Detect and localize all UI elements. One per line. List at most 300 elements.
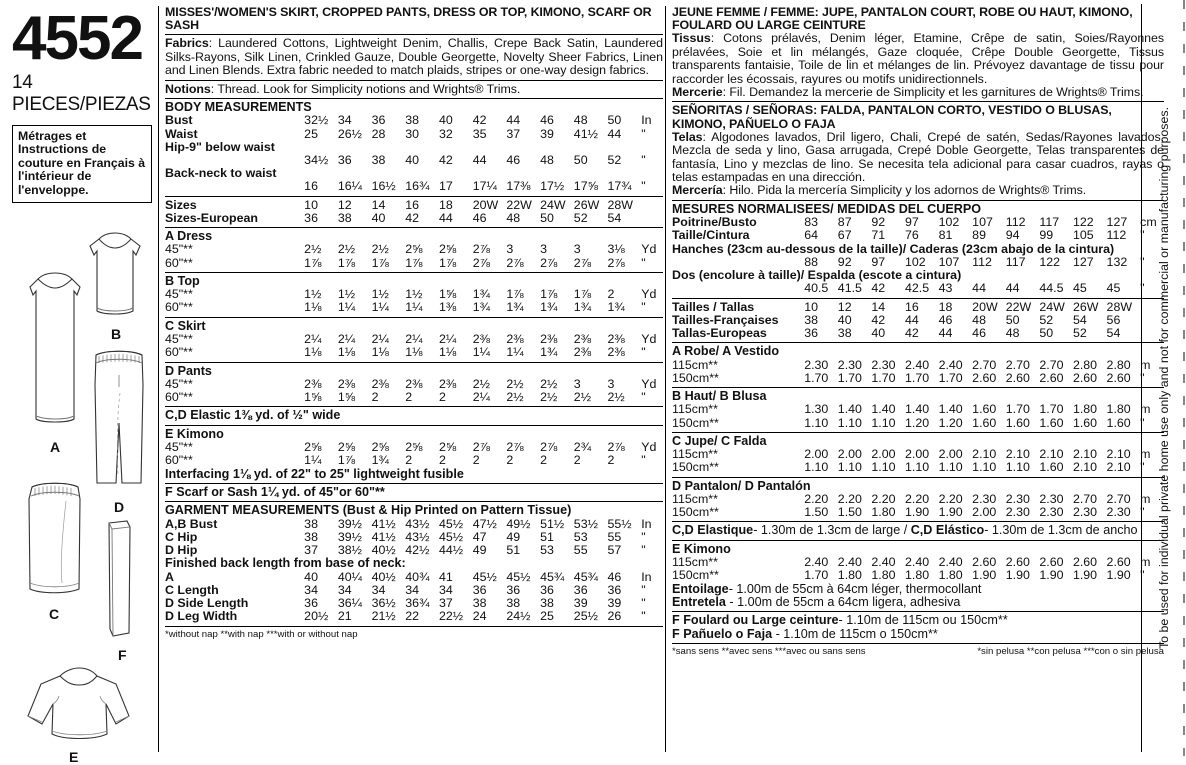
unit-label: " bbox=[1140, 228, 1145, 243]
cell-value: 1.70 bbox=[904, 370, 930, 385]
finished-back-title: Finished back length from base of neck: bbox=[165, 556, 406, 571]
cell-value: 1.40 bbox=[837, 402, 862, 417]
cell-value: 1.80 bbox=[1072, 402, 1098, 417]
cell-value: 45½ bbox=[438, 516, 464, 531]
cell-value: 1.90 bbox=[1005, 568, 1030, 583]
cell-value: 41 bbox=[438, 569, 453, 584]
cell-value: 2 bbox=[472, 453, 480, 468]
cell-value: 1⅞ bbox=[540, 287, 558, 302]
cell-value: 122 bbox=[1072, 215, 1094, 230]
row-label: 60"** bbox=[165, 453, 193, 468]
cell-value: 24 bbox=[472, 609, 487, 624]
unit-label: " bbox=[641, 126, 646, 141]
cell-value: 2.30 bbox=[1106, 505, 1131, 520]
foulard-text: - 1.10m de 115cm ou 150cm** bbox=[838, 613, 1008, 628]
cell-value: 36 bbox=[804, 325, 818, 340]
cell-value: 38 bbox=[337, 210, 352, 225]
cell-value: 1.50 bbox=[837, 505, 862, 520]
cell-value: 44.5 bbox=[1039, 281, 1064, 296]
spanish-notions-text: : Hilo. Pida la mercería Simplicity y los adornos de Wrights® Trims. bbox=[722, 183, 1087, 198]
cell-value: 43½ bbox=[405, 529, 430, 544]
cell-value: 47 bbox=[472, 529, 487, 544]
unit-label: " bbox=[1140, 281, 1145, 296]
row-label bbox=[672, 282, 804, 295]
cell-value: 2.60 bbox=[1039, 370, 1064, 385]
cell-value: 2.00 bbox=[938, 447, 963, 462]
metric-body-title: MESURES NORMALISEES/ MEDIDAS DEL CUERPO bbox=[672, 201, 982, 216]
cell-value: 16 bbox=[904, 299, 919, 314]
cell-value: 34 bbox=[337, 582, 352, 597]
cell-value: 45 bbox=[1106, 281, 1121, 296]
cell-value: 1.80 bbox=[938, 568, 963, 583]
cell-value: 2⅜ bbox=[607, 345, 625, 360]
unit-label: " bbox=[641, 609, 646, 624]
row-label: 115cm** bbox=[672, 402, 718, 417]
cell-value: 2.40 bbox=[904, 555, 930, 570]
cell-value: 94 bbox=[1005, 228, 1020, 243]
cell-value: 2 bbox=[438, 390, 446, 405]
row-label: Dos (encolure à taille)/ Espalda (escote a cintura) bbox=[672, 268, 962, 283]
cell-value: 1.10 bbox=[904, 460, 930, 475]
cell-value: 54 bbox=[1106, 325, 1121, 340]
unit-label: Yd bbox=[641, 376, 657, 391]
cell-value: 40.5 bbox=[804, 281, 829, 296]
cell-value: 50 bbox=[607, 113, 622, 128]
cell-value: 1⅞ bbox=[438, 255, 457, 270]
panuelo-text: - 1.10m de 115cm o 150cm** bbox=[772, 626, 938, 641]
cell-value: 1.10 bbox=[972, 460, 997, 475]
cell-value: 34 bbox=[405, 582, 420, 597]
cell-value: 17¾ bbox=[607, 179, 632, 194]
cell-value: 36 bbox=[573, 582, 588, 597]
cell-value: 12 bbox=[337, 197, 352, 212]
cell-value: 2.10 bbox=[1106, 447, 1131, 462]
cell-value: 3 bbox=[506, 242, 514, 257]
table-row bbox=[672, 403, 1164, 416]
cell-value: 88 bbox=[804, 254, 818, 269]
row-label: Waist bbox=[165, 126, 198, 141]
divider bbox=[165, 406, 663, 407]
unit-label: " bbox=[641, 453, 646, 468]
cell-value: 42 bbox=[871, 281, 886, 296]
cell-value: 1.10 bbox=[871, 460, 896, 475]
cell-value: 2 bbox=[573, 453, 581, 468]
cell-value: 38 bbox=[472, 596, 487, 611]
yardage-table bbox=[672, 359, 1164, 385]
cell-value: 2⅞ bbox=[607, 255, 625, 270]
cell-value: 1.10 bbox=[804, 415, 829, 430]
cell-value: 87 bbox=[837, 215, 852, 230]
table-row bbox=[672, 417, 1164, 430]
unit-label: " bbox=[641, 179, 646, 194]
cell-value: 2.30 bbox=[972, 491, 997, 506]
cell-value: 48 bbox=[1005, 325, 1020, 340]
cell-value: 2.80 bbox=[1072, 357, 1098, 372]
cell-value: 1⅞ bbox=[304, 255, 322, 270]
elastic-es-text: - 1.30m de 1.3cm de ancho bbox=[984, 523, 1138, 538]
notions-text: : Thread. Look for Simplicity notions and Wrights® Trims. bbox=[210, 81, 521, 96]
cell-value: 17 bbox=[438, 179, 453, 194]
divider bbox=[672, 200, 1164, 201]
cell-value: 1.10 bbox=[938, 460, 963, 475]
cell-value: 2⅜ bbox=[304, 376, 322, 391]
cell-value: 2½ bbox=[573, 390, 592, 405]
row-label: D Leg Width bbox=[165, 609, 238, 624]
cell-value: 40 bbox=[304, 569, 318, 584]
cell-value: 37 bbox=[304, 543, 318, 558]
table-row bbox=[672, 229, 1164, 242]
cell-value: 2.60 bbox=[1005, 555, 1030, 570]
cell-value: 2.60 bbox=[1072, 370, 1098, 385]
cell-value: 28W bbox=[607, 197, 633, 212]
cell-value: 102 bbox=[938, 215, 960, 230]
yardage-table bbox=[165, 243, 663, 269]
panuelo-label: F Pañuelo o Faja bbox=[672, 626, 773, 641]
row-label: Sizes-European bbox=[165, 210, 258, 225]
unit-label: " bbox=[641, 543, 646, 558]
cell-value: 1¼ bbox=[304, 453, 322, 468]
entoilage-text: - 1.00m de 55cm à 64cm léger, thermocollant bbox=[728, 581, 982, 596]
english-column bbox=[165, 6, 663, 752]
cell-value: 44 bbox=[438, 210, 453, 225]
cell-value: 12 bbox=[837, 299, 852, 314]
cell-value: 2⅜ bbox=[472, 332, 490, 347]
unit-label: " bbox=[1140, 505, 1145, 520]
unit-label: " bbox=[1140, 460, 1145, 475]
yardage-title: D Pantalon/ D Pantalón bbox=[672, 478, 811, 493]
spanish-fabrics-paragraph bbox=[672, 131, 1164, 185]
cell-value: 2.60 bbox=[972, 555, 997, 570]
table-row bbox=[165, 212, 663, 225]
unit-label: " bbox=[641, 390, 646, 405]
metric-kimono-title: E Kimono bbox=[672, 541, 731, 556]
fabrics-paragraph bbox=[165, 37, 663, 77]
unit-label: " bbox=[641, 529, 646, 544]
metric-elastic-line bbox=[672, 524, 1164, 537]
cell-value: 1.20 bbox=[904, 415, 930, 430]
english-title: MISSES'/WOMEN'S SKIRT, CROPPED PANTS, DRESS OR TOP, KIMONO, SCARF OR SASH bbox=[165, 5, 652, 33]
row-label: 60"** bbox=[165, 390, 193, 405]
divider bbox=[165, 196, 663, 197]
cell-value: 1⅛ bbox=[371, 345, 389, 360]
cell-value: 2.10 bbox=[1072, 460, 1098, 475]
cell-value: 50 bbox=[1039, 325, 1054, 340]
cell-value: 2.40 bbox=[871, 555, 896, 570]
body-measurements-table bbox=[165, 114, 663, 193]
yardage-title: B Top bbox=[165, 273, 200, 288]
cell-value: 2⅜ bbox=[506, 332, 524, 347]
divider bbox=[165, 34, 663, 35]
pattern-number: 4552 bbox=[12, 4, 142, 73]
unit-label: " bbox=[641, 255, 646, 270]
cell-value: 17⅝ bbox=[573, 179, 598, 194]
cell-value: 2 bbox=[405, 453, 413, 468]
table-row bbox=[672, 243, 1164, 256]
cell-value: 42 bbox=[904, 325, 919, 340]
row-label: Tailles-Françaises bbox=[672, 312, 779, 327]
french-notions-paragraph bbox=[672, 86, 1164, 99]
cell-value: 1¾ bbox=[573, 300, 592, 315]
spanish-fabrics-label: Telas bbox=[672, 129, 703, 144]
garment-illustrations bbox=[10, 209, 156, 765]
kimono-yardage-table bbox=[165, 441, 663, 467]
garment-measurements-title: GARMENT MEASUREMENTS (Bust & Hip Printed on Pattern Tissue) bbox=[165, 503, 572, 518]
garment-measurements-table bbox=[165, 518, 663, 558]
cell-value: 2 bbox=[371, 390, 379, 405]
cell-value: 2.60 bbox=[1072, 555, 1098, 570]
cell-value: 40¾ bbox=[405, 569, 430, 584]
cell-value: 2.70 bbox=[1072, 491, 1098, 506]
cell-value: 36 bbox=[371, 113, 386, 128]
left-column bbox=[4, 4, 156, 765]
cell-value: 2⅝ bbox=[337, 440, 356, 455]
notions-paragraph bbox=[165, 83, 663, 96]
table-row bbox=[165, 610, 663, 623]
row-label: Poitrine/Busto bbox=[672, 215, 757, 230]
cell-value: 43½ bbox=[405, 516, 430, 531]
cell-value: 1½ bbox=[405, 287, 423, 302]
row-label: 45"** bbox=[165, 376, 193, 391]
cell-value: 36¾ bbox=[405, 596, 430, 611]
finished-length-table bbox=[165, 571, 663, 624]
cell-value: 54 bbox=[607, 210, 622, 225]
cell-value: 38 bbox=[304, 529, 318, 544]
yardage-title: C Skirt bbox=[165, 318, 206, 333]
divider bbox=[672, 342, 1164, 343]
cell-value: 2.30 bbox=[1039, 505, 1064, 520]
cell-value: 2⅜ bbox=[573, 332, 592, 347]
cell-value: 51 bbox=[540, 529, 554, 544]
cell-value: 52 bbox=[607, 153, 622, 168]
cell-value: 17⅜ bbox=[506, 179, 531, 194]
cell-value: 20W bbox=[472, 197, 499, 212]
cell-value: 44 bbox=[506, 113, 521, 128]
cell-value: 36 bbox=[304, 210, 318, 225]
cell-value: 2.00 bbox=[871, 447, 896, 462]
cell-value: 89 bbox=[972, 228, 986, 243]
figure-label-d: D bbox=[114, 499, 125, 516]
cell-value: 16 bbox=[304, 179, 318, 194]
row-label: 60"** bbox=[165, 300, 193, 315]
cell-value: 1.90 bbox=[938, 505, 963, 520]
cell-value: 35 bbox=[472, 126, 487, 141]
cell-value: 44 bbox=[607, 126, 622, 141]
elastic-fr-text: - 1.30m de 1.3cm de large / bbox=[753, 523, 911, 538]
cell-value: 39 bbox=[573, 596, 588, 611]
cell-value: 2⅝ bbox=[405, 242, 423, 257]
yardage-title: B Haut/ B Blusa bbox=[672, 388, 767, 403]
cell-value: 26W bbox=[1072, 299, 1099, 314]
cell-value: 26 bbox=[607, 609, 622, 624]
cell-value: 107 bbox=[972, 215, 993, 230]
cell-value: 71 bbox=[871, 228, 886, 243]
unit-label: m bbox=[1140, 402, 1151, 417]
cell-value: 1⅞ bbox=[371, 255, 389, 270]
cell-value: 1.20 bbox=[938, 415, 963, 430]
yardage-table bbox=[165, 288, 663, 314]
cell-value: 1¼ bbox=[506, 345, 524, 360]
row-label: Taille/Cintura bbox=[672, 228, 750, 243]
metric-yardage-blocks bbox=[672, 345, 1164, 522]
cell-value: 2⅝ bbox=[304, 440, 322, 455]
cell-value: 1¼ bbox=[405, 300, 423, 315]
cell-value: 92 bbox=[871, 215, 886, 230]
table-row bbox=[165, 518, 663, 531]
figure-label-a: A bbox=[50, 439, 61, 456]
cell-value: 46 bbox=[506, 153, 521, 168]
entretela-label: Entretela bbox=[672, 594, 726, 609]
cell-value: 2¼ bbox=[472, 390, 490, 405]
unit-label: m bbox=[1140, 555, 1151, 570]
cell-value: 2½ bbox=[540, 390, 558, 405]
cell-value: 26W bbox=[573, 197, 600, 212]
divider bbox=[165, 317, 663, 318]
divider bbox=[672, 611, 1164, 612]
body-measurements-title: BODY MEASUREMENTS bbox=[165, 100, 312, 115]
table-row bbox=[165, 180, 663, 193]
cell-value: 37 bbox=[438, 596, 453, 611]
cell-value: 32 bbox=[438, 126, 453, 141]
divider bbox=[672, 521, 1164, 522]
cell-value: 40½ bbox=[371, 543, 396, 558]
cell-value: 46 bbox=[540, 113, 554, 128]
cell-value: 1.80 bbox=[837, 568, 862, 583]
entoilage-line bbox=[672, 583, 1164, 596]
cell-value: 17½ bbox=[540, 179, 565, 194]
unit-label: Yd bbox=[641, 287, 657, 302]
table-row bbox=[165, 391, 663, 404]
table-row bbox=[165, 346, 663, 359]
vertical-note-text: To be used for individual private home use only and not for commercial or manufacturing purposes. bbox=[1157, 106, 1171, 650]
french-title: JEUNE FEMME / FEMME: JUPE, PANTALON COURT, ROBE OU HAUT, KIMONO, FOULARD OU LARGE CEINTURE bbox=[672, 5, 1133, 33]
cell-value: 50 bbox=[573, 153, 588, 168]
row-label: Tailles / Tallas bbox=[672, 299, 755, 314]
cell-value: 57 bbox=[607, 543, 622, 558]
spanish-title: SEÑORITAS / SEÑORAS: FALDA, PANTALON CORTO, VESTIDO O BLUSAS, KIMONO, PAÑUELO O FAJA bbox=[672, 103, 1112, 131]
figure-b-top bbox=[85, 231, 145, 325]
cell-value: 18 bbox=[938, 299, 953, 314]
unit-label: m bbox=[1140, 491, 1151, 506]
table-row bbox=[672, 372, 1164, 385]
cell-value: 2⅞ bbox=[506, 255, 524, 270]
cell-value: 1.10 bbox=[871, 415, 896, 430]
cell-value: 36 bbox=[506, 582, 521, 597]
table-row bbox=[165, 114, 663, 127]
cell-value: 45½ bbox=[472, 569, 497, 584]
divider bbox=[165, 626, 663, 627]
row-label: 115cm** bbox=[672, 555, 718, 570]
cell-value: 2.30 bbox=[1005, 505, 1030, 520]
figure-c-skirt bbox=[24, 477, 84, 603]
fabrics-label: Fabrics bbox=[165, 36, 209, 51]
cell-value: 2.10 bbox=[1072, 447, 1098, 462]
cell-value: 2.20 bbox=[804, 491, 829, 506]
cell-value: 1¾ bbox=[607, 300, 625, 315]
divider bbox=[165, 98, 663, 99]
unit-label: " bbox=[1140, 415, 1145, 430]
unit-label: cm bbox=[1140, 215, 1157, 230]
cell-value: 2½ bbox=[371, 242, 389, 257]
cell-value: 2.10 bbox=[972, 447, 997, 462]
cell-value: 52 bbox=[573, 210, 588, 225]
cell-value: 81 bbox=[938, 228, 953, 243]
cell-value: 40 bbox=[871, 325, 886, 340]
french-notions-text: : Fil. Demandez la mercerie de Simplicity et les garnitures de Wrights® Trims. bbox=[722, 85, 1144, 100]
column-divider-right bbox=[665, 6, 666, 752]
cell-value: 2.40 bbox=[938, 357, 963, 372]
divider bbox=[165, 362, 663, 363]
figure-a-dress bbox=[24, 271, 86, 436]
cell-value: 40 bbox=[837, 312, 852, 327]
cell-value: 25 bbox=[304, 126, 318, 141]
row-label: Sizes bbox=[165, 197, 197, 212]
row-label: Hanches (23cm au-dessous de la taille)/ Caderas (23cm abajo de la cintura) bbox=[672, 241, 1115, 256]
figure-f-scarf bbox=[105, 517, 135, 643]
unit-label bbox=[641, 212, 663, 225]
figure-label-b: B bbox=[111, 326, 122, 343]
yardage-title: A Dress bbox=[165, 229, 213, 244]
elastic-es-label: C,D Elástico bbox=[910, 523, 985, 538]
cell-value: 3 bbox=[607, 376, 615, 391]
table-row bbox=[672, 506, 1164, 519]
cell-value: 112 bbox=[1106, 228, 1127, 243]
cell-value: 2.30 bbox=[871, 357, 896, 372]
cell-value: 2⅝ bbox=[438, 440, 457, 455]
unit-label: In bbox=[641, 569, 652, 584]
cell-value: 10 bbox=[804, 299, 818, 314]
cell-value: 107 bbox=[938, 254, 960, 269]
cell-value: 26½ bbox=[337, 126, 362, 141]
cell-value: 2½ bbox=[472, 376, 490, 391]
divider bbox=[672, 643, 1164, 644]
cell-value: 2.60 bbox=[1039, 555, 1064, 570]
cell-value: 52 bbox=[1039, 312, 1054, 327]
cell-value: 2⅞ bbox=[573, 255, 592, 270]
cell-value: 1¾ bbox=[540, 300, 558, 315]
cell-value: 1.40 bbox=[871, 402, 896, 417]
cell-value: 53 bbox=[540, 543, 554, 558]
cell-value: 24½ bbox=[506, 609, 531, 624]
unit-label: " bbox=[641, 300, 646, 315]
cell-value: 67 bbox=[837, 228, 852, 243]
cell-value: 53 bbox=[573, 529, 588, 544]
french-fabrics-paragraph bbox=[672, 32, 1164, 86]
entretela-text: - 1.00m de 55cm a 64cm ligera, adhesiva bbox=[725, 594, 961, 609]
cell-value: 2⅝ bbox=[405, 440, 423, 455]
unit-label: " bbox=[641, 345, 646, 360]
cell-value: 40 bbox=[371, 210, 386, 225]
cell-value: 48 bbox=[573, 113, 588, 128]
cell-value: 41½ bbox=[573, 126, 598, 141]
cell-value: 1¼ bbox=[337, 300, 356, 315]
notions-label: Notions bbox=[165, 81, 211, 96]
cell-value: 3 bbox=[573, 376, 581, 391]
cell-value: 2.30 bbox=[1005, 491, 1030, 506]
row-label: 45"** bbox=[165, 242, 193, 257]
yardage-blocks bbox=[165, 230, 663, 407]
unit-label: Yd bbox=[641, 332, 657, 347]
unit-label: " bbox=[641, 596, 646, 611]
cell-value: 2.30 bbox=[837, 357, 862, 372]
cell-value: 1.70 bbox=[804, 568, 829, 583]
cell-value: 2.10 bbox=[1005, 447, 1030, 462]
french-fabrics-label: Tissus bbox=[672, 31, 711, 46]
unit-label: Yd bbox=[641, 242, 657, 257]
row-label: 60"** bbox=[165, 345, 193, 360]
cell-value: 2⅜ bbox=[337, 376, 356, 391]
cell-value: 54 bbox=[1072, 312, 1087, 327]
cell-value: 32½ bbox=[304, 113, 329, 128]
